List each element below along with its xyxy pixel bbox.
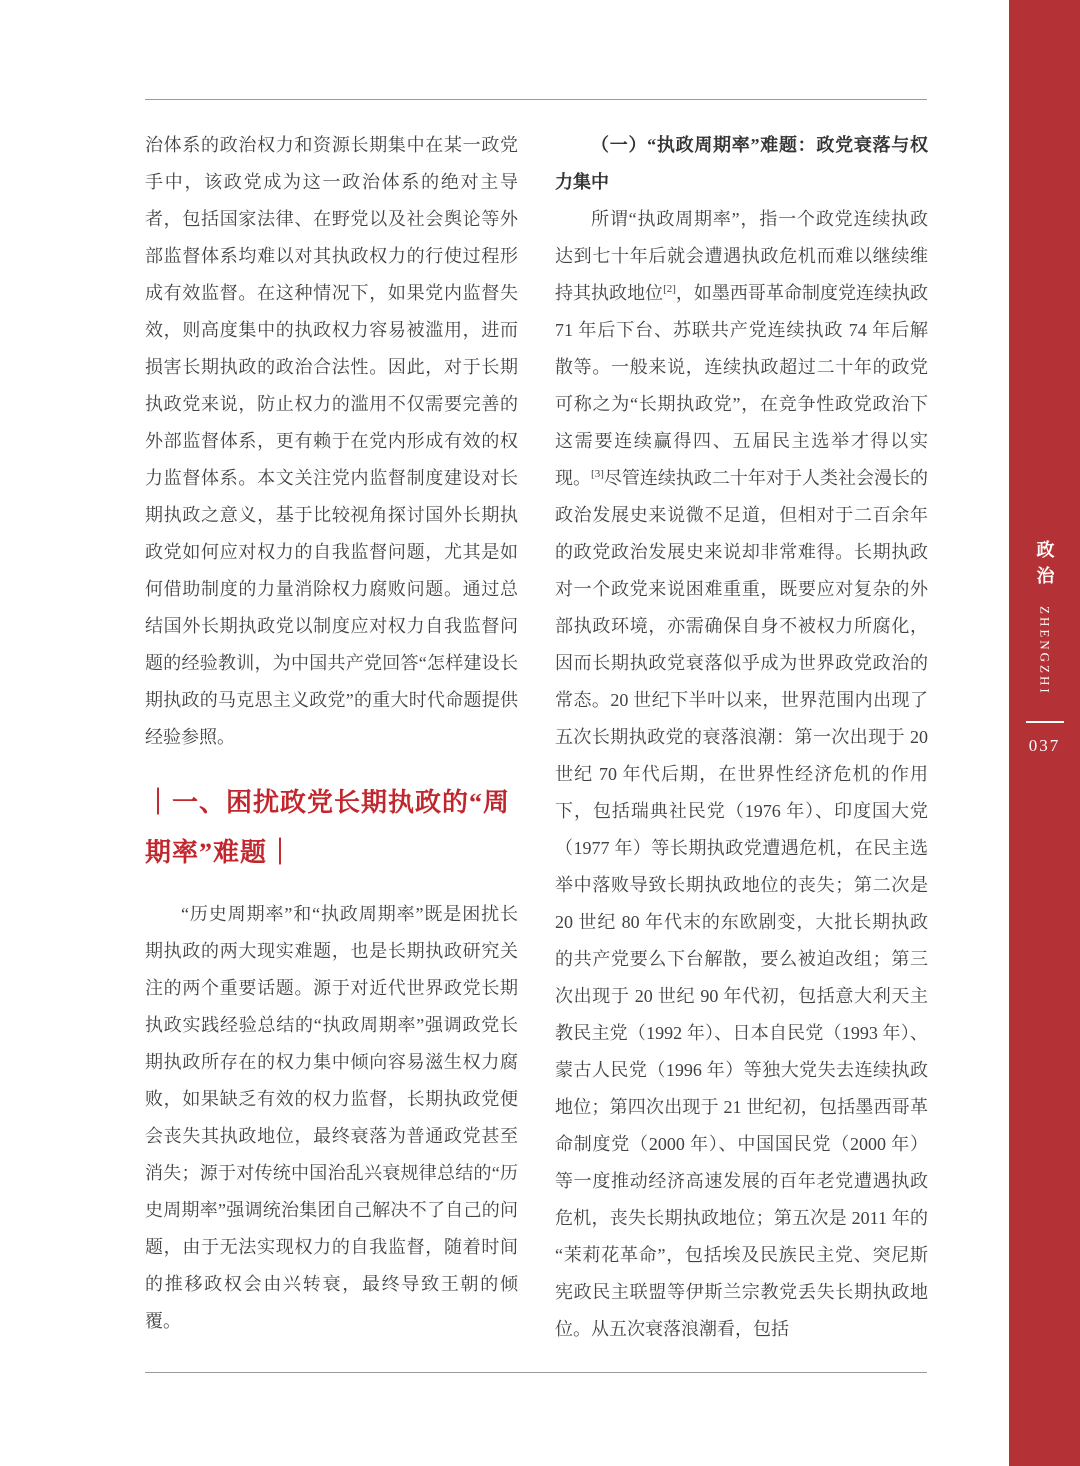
sidebar-section-title-en: ZHENGZHI [1037, 606, 1053, 696]
bottom-rule [145, 1372, 927, 1373]
footnote-ref-2: [2] [663, 283, 676, 295]
sidebar-section-title [1032, 540, 1058, 696]
sidebar-section-title-cn: 政治 [1034, 540, 1055, 592]
section-sidebar-tab [1009, 0, 1080, 1466]
top-rule [145, 99, 927, 100]
paragraph-segment: 尽管连续执政二十年对于人类社会漫长的政治发展史来说微不足道，但相对于二百余年的政党政治发展史来说却非常难得。长期执政对一个政党来说困难重重，既要应对复杂的外部执政环境，亦需确保自身不被权力所腐化，因而长期执政党衰落似乎成为世界政党政治的常态。20 世纪下半叶以来，世界范围内出现了五次长期执政党的衰落浪潮：第一次出现于 20 世纪 70 年代后期，在世界性经济危机的作用下，包括瑞典社民党（1976 年）、印度国大党（1977 年）等长期执政党遭遇危机，在民主选举中落败导致长期执政地位的丧失；第二次是 20 世纪 80 年代末的东欧剧变，大批长期执政的共产党要么下台解散，要么被迫改组；第三次出现于 20 世纪 90 年代初，包括意大利天主教民主党（1992 年）、日本自民党（1993 年）、蒙古人民党（1996 年）等独大党失去连续执政地位；第四次出现于 21 世纪初，包括墨西哥革命制度党（2000 年）、中国国民党（2000 年）等一度推动经济高速发展的百年老党遭遇执政危机，丧失长期执政地位；第五次是 2011 年的“茉莉花革命”，包括埃及民族民主党、突尼斯宪政民主联盟等伊斯兰宗教党丢失长期执政地位。从五次衰落浪潮看，包括 [555, 468, 929, 1339]
paragraph-segment: ，如墨西哥革命制度党连续执政 71 年后下台、苏联共产党连续执政 74 年后解散等。一般来说，连续执政超过二十年的政党可称之为“长期执政党”，在竞争性政党政治下这需要连续赢得四、五届民主选举才得以实现。 [555, 283, 929, 488]
subsection-heading: （一）“执政周期率”难题：政党衰落与权力集中 [555, 135, 928, 192]
section-heading: ｜一、困扰政党长期执政的“周期率”难题｜ [145, 788, 511, 867]
continued-paragraph: 治体系的政治权力和资源长期集中在某一政党手中，该政党成为这一政治体系的绝对主导者，包括国家法律、在野党以及社会舆论等外部监督体系均难以对其执政权力的行使过程形成有效监督。在这种情况下，如果党内监督失效，则高度集中的执政权力容易被滥用，进而损害长期执政的政治合法性。因此，对于长期执政党来说，防止权力的滥用不仅需要完善的外部监督体系，更有赖于在党内形成有效的权力监督体系。本文关注党内监督制度建设对长期执政之意义，基于比较视角探讨国外长期执政党如何应对权力的自我监督问题，尤其是如何借助制度的力量消除权力腐败问题。通过总结国外长期执政党以制度应对权力自我监督问题的经验教训，为中国共产党回答“怎样建设长期执政的马克思主义政党”的重大时代命题提供经验参照。 [145, 135, 518, 747]
paragraph-segment: 所谓“执政周期率”，指一个政党连续执政达到七十年后就会遭遇执政危机而难以继续维持其执政地位 [555, 209, 928, 303]
right-column [555, 127, 928, 1348]
section-paragraph: “历史周期率”和“执政周期率”既是困扰长期执政的两大现实难题，也是长期执政研究关注的两个重要话题。源于对近代世界政党长期执政实践经验总结的“执政周期率”强调政党长期执政所存在的权力集中倾向容易滋生权力腐败，如果缺乏有效的权力监督，长期执政党便会丧失其执政地位，最终衰落为普通政党甚至消失；源于对传统中国治乱兴衰规律总结的“历史周期率”强调统治集团自己解决不了自己的问题，由于无法实现权力的自我监督，随着时间的推移政权会由兴转衰，最终导致王朝的倾覆。 [145, 904, 518, 1331]
left-column [145, 127, 518, 1340]
page-number: 037 [1028, 736, 1061, 755]
footnote-ref-3: [3] [591, 468, 604, 480]
sidebar-divider [1026, 721, 1064, 723]
body-paragraph [555, 201, 928, 1348]
